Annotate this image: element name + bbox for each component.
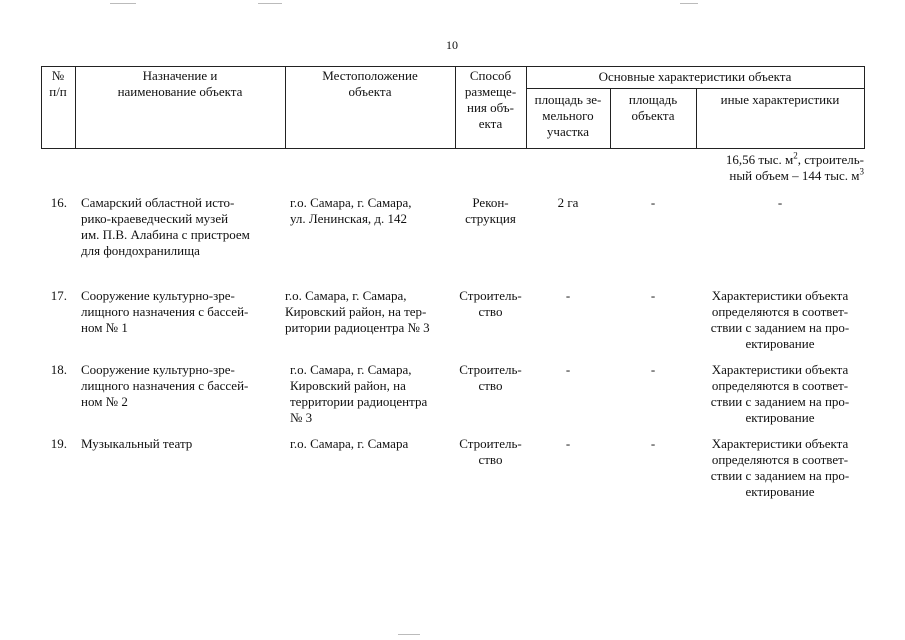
row-land-area: - <box>565 362 571 377</box>
header-name-line: Назначение и <box>142 68 218 83</box>
row-location-line: г.о. Самара, г. Самара, <box>290 195 412 210</box>
header-num <box>41 68 75 100</box>
row-land-area: - <box>565 288 571 303</box>
row-name-line: ном № 2 <box>81 394 128 409</box>
row-location-line: № 3 <box>290 410 313 425</box>
row-other <box>696 436 864 500</box>
row-location-line: Кировский район, на <box>290 378 406 393</box>
row-location-line: территории радиоцентра <box>290 394 428 409</box>
carryover-line <box>690 152 864 168</box>
row-other-line: ствии с заданием на про- <box>710 320 850 335</box>
header-name <box>75 68 285 100</box>
row-location-line: г.о. Самара, г. Самара <box>290 436 409 451</box>
row-land-area: - <box>565 436 571 451</box>
row-object-area: - <box>650 362 656 377</box>
header-land-area-line: площадь зе- <box>534 92 602 107</box>
header-method-line: ния объ- <box>467 100 514 115</box>
grid-line <box>41 148 865 149</box>
row-method-line: Строитель- <box>459 436 522 451</box>
row-object-area: - <box>650 288 656 303</box>
page-number: 10 <box>446 38 458 52</box>
header-location-line: объекта <box>348 84 392 99</box>
row-method-line: Строитель- <box>459 288 522 303</box>
header-land-area-line: участка <box>546 124 590 139</box>
row-location-line: г.о. Самара, г. Самара, <box>290 362 412 377</box>
scan-artifact <box>398 634 420 635</box>
header-location <box>285 68 455 100</box>
header-object-area-line: площадь <box>628 92 678 107</box>
row-method-line: ство <box>478 452 503 467</box>
row-other <box>696 195 864 211</box>
row-location-line: Кировский район, на тер- <box>285 304 427 319</box>
row-name-line: для фондохранилища <box>81 243 200 258</box>
header-num-line: п/п <box>49 84 67 99</box>
row-num: 19. <box>50 436 67 451</box>
row-name-line: рико-краеведческий музей <box>81 211 229 226</box>
row-location <box>290 195 452 227</box>
row-other-line: определяются в соответ- <box>711 378 849 393</box>
row-name-line: Музыкальный театр <box>81 436 193 451</box>
row-name-line: Сооружение культурно-зре- <box>81 288 235 303</box>
scan-artifact <box>110 3 136 4</box>
row-other-line: ектирование <box>745 484 815 499</box>
row-method-line: Рекон- <box>472 195 509 210</box>
row-other-line: Характеристики объекта <box>711 288 849 303</box>
row-object-area: - <box>650 436 656 451</box>
row-name-line: Самарский областной исто- <box>81 195 235 210</box>
row-name-line: Сооружение культурно-зре- <box>81 362 235 377</box>
row-other-line: ствии с заданием на про- <box>710 468 850 483</box>
row-land-area: 2 га <box>557 195 579 210</box>
row-other-line: ектирование <box>745 410 815 425</box>
header-other-characteristics: иные характеристики <box>720 92 840 107</box>
header-land-area-line: мельного <box>542 108 594 123</box>
row-method-line: ство <box>478 304 503 319</box>
row-other-line: Характеристики объекта <box>711 362 849 377</box>
row-method-line: струкция <box>465 211 516 226</box>
carryover-text <box>690 152 864 184</box>
row-name-line: лищного назначения с бассей- <box>81 304 249 319</box>
row-method-line: Строитель- <box>459 362 522 377</box>
header-name-line: наименование объекта <box>117 84 243 99</box>
row-other-line: Характеристики объекта <box>711 436 849 451</box>
row-name <box>81 288 279 336</box>
row-location <box>285 288 453 336</box>
superscript: 3 <box>859 166 864 177</box>
header-num-line: № <box>51 68 65 83</box>
row-method <box>455 195 526 227</box>
row-location <box>290 436 452 452</box>
row-name-line: им. П.В. Алабина с пристроем <box>81 227 250 242</box>
row-name <box>81 195 279 259</box>
carryover-part: ный объем – 144 тыс. м <box>729 168 860 183</box>
header-method <box>455 68 526 132</box>
row-other <box>696 362 864 426</box>
header-method-line: Способ <box>469 68 512 83</box>
row-num: 17. <box>50 288 67 303</box>
row-location-line: ритории радиоцентра № 3 <box>285 320 430 335</box>
header-main-characteristics: Основные характеристики объекта <box>598 69 792 84</box>
row-location <box>290 362 448 426</box>
row-other-line: ектирование <box>745 336 815 351</box>
row-name-line: лищного назначения с бассей- <box>81 378 249 393</box>
row-method <box>455 288 526 320</box>
carryover-part: 16,56 тыс. м <box>725 152 794 167</box>
row-method <box>455 362 526 394</box>
row-name <box>81 362 279 410</box>
scan-artifact <box>258 3 282 4</box>
carryover-line <box>690 168 864 184</box>
row-other <box>696 288 864 352</box>
header-method-line: размеще- <box>464 84 517 99</box>
row-name <box>81 436 279 452</box>
carryover-part: , строитель- <box>797 152 864 167</box>
superscript: 2 <box>793 150 798 161</box>
scan-artifact <box>680 3 698 4</box>
row-other-line: ствии с заданием на про- <box>710 394 850 409</box>
header-object-area-line: объекта <box>631 108 675 123</box>
row-object-area: - <box>650 195 656 210</box>
header-location-line: Местоположение <box>322 68 418 83</box>
grid-line <box>41 66 865 67</box>
row-method <box>455 436 526 468</box>
row-other-line: - <box>777 195 783 210</box>
row-num: 18. <box>50 362 67 377</box>
header-method-line: екта <box>478 116 503 131</box>
row-other-line: определяются в соответ- <box>711 304 849 319</box>
row-name-line: ном № 1 <box>81 320 128 335</box>
row-location-line: г.о. Самара, г. Самара, <box>285 288 407 303</box>
row-method-line: ство <box>478 378 503 393</box>
grid-line <box>864 66 865 148</box>
row-num: 16. <box>50 195 67 210</box>
header-object-area <box>610 92 696 124</box>
row-location-line: ул. Ленинская, д. 142 <box>290 211 408 226</box>
row-other-line: определяются в соответ- <box>711 452 849 467</box>
header-land-area <box>526 92 610 140</box>
